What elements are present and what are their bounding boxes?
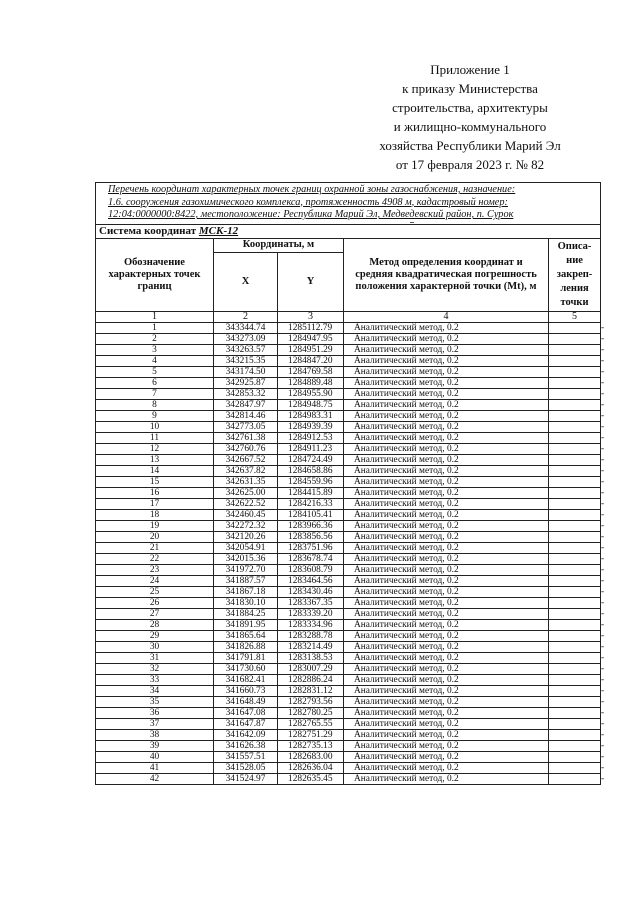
- y-coordinate-cell: 1284939.39: [278, 421, 344, 432]
- x-coordinate-cell: 342631.35: [214, 476, 278, 487]
- description-cell: -: [549, 333, 601, 344]
- description-cell: -: [549, 531, 601, 542]
- x-coordinate-cell: 342015.36: [214, 553, 278, 564]
- table-row: [96, 465, 601, 476]
- y-coordinate-cell: 1283608.79: [278, 564, 344, 575]
- point-number-cell: 31: [96, 652, 214, 663]
- description-cell: -: [549, 608, 601, 619]
- method-cell: Аналитический метод, 0.2: [344, 608, 549, 619]
- table-row: [96, 355, 601, 366]
- description-cell: -: [549, 465, 601, 476]
- x-coordinate-cell: 341642.09: [214, 729, 278, 740]
- table-row: [96, 553, 601, 564]
- header-line: Приложение 1: [430, 62, 510, 77]
- point-number-cell: 19: [96, 520, 214, 531]
- table-row: [96, 443, 601, 454]
- y-coordinate-cell: 1283751.96: [278, 542, 344, 553]
- x-coordinate-cell: 342460.45: [214, 509, 278, 520]
- description-cell: -: [549, 454, 601, 465]
- method-cell: Аналитический метод, 0.2: [344, 597, 549, 608]
- table-row: [96, 608, 601, 619]
- point-number-cell: 26: [96, 597, 214, 608]
- method-cell: Аналитический метод, 0.2: [344, 366, 549, 377]
- listing-line: 12:04:0000000:8422, местоположение: Республика Марий Эл, Медведевский район, п. Сурок: [108, 209, 514, 220]
- point-number-cell: 1: [96, 322, 214, 333]
- x-coordinate-cell: 341524.97: [214, 773, 278, 784]
- point-number-cell: 34: [96, 685, 214, 696]
- table-row: [96, 520, 601, 531]
- y-coordinate-cell: 1282683.00: [278, 751, 344, 762]
- method-cell: Аналитический метод, 0.2: [344, 377, 549, 388]
- method-cell: Аналитический метод, 0.2: [344, 762, 549, 773]
- point-number-cell: 2: [96, 333, 214, 344]
- table-row: [96, 729, 601, 740]
- description-cell: -: [549, 641, 601, 652]
- x-coordinate-cell: 343215.35: [214, 355, 278, 366]
- table-row: [96, 542, 601, 553]
- x-coordinate-cell: 341528.05: [214, 762, 278, 773]
- table-row: [96, 498, 601, 509]
- description-cell: -: [549, 388, 601, 399]
- y-coordinate-cell: 1284559.96: [278, 476, 344, 487]
- point-number-cell: 8: [96, 399, 214, 410]
- method-cell: Аналитический метод, 0.2: [344, 421, 549, 432]
- point-number-cell: 42: [96, 773, 214, 784]
- method-cell: Аналитический метод, 0.2: [344, 740, 549, 751]
- method-cell: Аналитический метод, 0.2: [344, 663, 549, 674]
- table-row: [96, 476, 601, 487]
- listing-line: Перечень координат характерных точек границ охранной зоны газоснабжения, назначение:: [108, 184, 516, 195]
- point-number-cell: 6: [96, 377, 214, 388]
- method-cell: Аналитический метод, 0.2: [344, 553, 549, 564]
- point-number-cell: 39: [96, 740, 214, 751]
- coordinate-system-label: Система координат: [99, 225, 197, 237]
- method-header: Метод определения координат и средняя квадратическая погрешность положения характерной точки (Mt), м: [344, 238, 549, 311]
- table-rows: [96, 322, 605, 784]
- table-row: [96, 586, 601, 597]
- description-cell: -: [549, 476, 601, 487]
- y-coordinate-cell: 1283334.96: [278, 619, 344, 630]
- header-line: хозяйства Республики Марий Эл: [379, 138, 561, 153]
- description-cell: -: [549, 509, 601, 520]
- description-cell: -: [549, 575, 601, 586]
- x-coordinate-cell: 341867.18: [214, 586, 278, 597]
- method-cell: Аналитический метод, 0.2: [344, 729, 549, 740]
- table-row: [96, 454, 601, 465]
- x-coordinate-cell: 342814.46: [214, 410, 278, 421]
- table-row: [96, 597, 601, 608]
- y-coordinate-cell: 1282780.25: [278, 707, 344, 718]
- y-coordinate-cell: 1283966.36: [278, 520, 344, 531]
- table-row: [96, 652, 601, 663]
- y-coordinate-cell: 1283464.56: [278, 575, 344, 586]
- point-number-cell: 22: [96, 553, 214, 564]
- header-line: и жилищно-коммунального: [393, 119, 547, 134]
- y-coordinate-cell: 1282635.45: [278, 773, 344, 784]
- x-coordinate-cell: 341648.49: [214, 696, 278, 707]
- appendix-header: [360, 60, 580, 174]
- y-coordinate-cell: 1284769.58: [278, 366, 344, 377]
- x-coordinate-cell: 342761.38: [214, 432, 278, 443]
- method-cell: Аналитический метод, 0.2: [344, 476, 549, 487]
- description-cell: -: [549, 597, 601, 608]
- x-coordinate-cell: 342625.00: [214, 487, 278, 498]
- method-cell: Аналитический метод, 0.2: [344, 454, 549, 465]
- method-cell: Аналитический метод, 0.2: [344, 410, 549, 421]
- point-number-cell: 24: [96, 575, 214, 586]
- point-number-cell: 21: [96, 542, 214, 553]
- point-number-cell: 25: [96, 586, 214, 597]
- description-cell: -: [549, 564, 601, 575]
- point-number-cell: 28: [96, 619, 214, 630]
- point-number-cell: 9: [96, 410, 214, 421]
- table-row: [96, 432, 601, 443]
- y-header: Y: [278, 252, 344, 311]
- table-row: [96, 366, 601, 377]
- description-cell: -: [549, 520, 601, 531]
- method-cell: Аналитический метод, 0.2: [344, 685, 549, 696]
- method-cell: Аналитический метод, 0.2: [344, 773, 549, 784]
- method-cell: Аналитический метод, 0.2: [344, 641, 549, 652]
- description-cell: -: [549, 355, 601, 366]
- y-coordinate-cell: 1284955.90: [278, 388, 344, 399]
- table-row: [96, 718, 601, 729]
- point-number-cell: 18: [96, 509, 214, 520]
- x-coordinate-cell: 343273.09: [214, 333, 278, 344]
- table-row: [96, 421, 601, 432]
- y-coordinate-cell: 1283138.53: [278, 652, 344, 663]
- method-cell: Аналитический метод, 0.2: [344, 575, 549, 586]
- description-cell: -: [549, 696, 601, 707]
- y-coordinate-cell: 1282793.56: [278, 696, 344, 707]
- x-coordinate-cell: 342272.32: [214, 520, 278, 531]
- point-id-header: Обозначение характерных точек границ: [96, 238, 214, 311]
- description-cell: -: [549, 553, 601, 564]
- table-row: [96, 487, 601, 498]
- y-coordinate-cell: 1283288.78: [278, 630, 344, 641]
- x-coordinate-cell: 342853.32: [214, 388, 278, 399]
- x-coordinate-cell: 341865.64: [214, 630, 278, 641]
- description-cell: -: [549, 421, 601, 432]
- x-coordinate-cell: 341730.60: [214, 663, 278, 674]
- method-cell: Аналитический метод, 0.2: [344, 487, 549, 498]
- description-cell: -: [549, 685, 601, 696]
- x-coordinate-cell: 341626.38: [214, 740, 278, 751]
- y-coordinate-cell: 1284911.23: [278, 443, 344, 454]
- description-cell: -: [549, 443, 601, 454]
- y-coordinate-cell: 1284948.75: [278, 399, 344, 410]
- coordinate-system-value: МСК-12: [198, 225, 239, 237]
- table-row: [96, 333, 601, 344]
- x-coordinate-cell: 341557.51: [214, 751, 278, 762]
- method-cell: Аналитический метод, 0.2: [344, 333, 549, 344]
- x-coordinate-cell: 341826.88: [214, 641, 278, 652]
- y-coordinate-cell: 1282831.12: [278, 685, 344, 696]
- table-row: [96, 740, 601, 751]
- x-coordinate-cell: 343263.57: [214, 344, 278, 355]
- header-line: строительства, архитектуры: [392, 100, 548, 115]
- description-cell: -: [549, 740, 601, 751]
- point-number-cell: 29: [96, 630, 214, 641]
- x-header: X: [214, 252, 278, 311]
- description-cell: -: [549, 399, 601, 410]
- x-coordinate-cell: 341887.57: [214, 575, 278, 586]
- point-number-cell: 5: [96, 366, 214, 377]
- x-coordinate-cell: 342622.52: [214, 498, 278, 509]
- table-row: [96, 575, 601, 586]
- description-cell: -: [549, 410, 601, 421]
- point-number-cell: 40: [96, 751, 214, 762]
- x-coordinate-cell: 342773.05: [214, 421, 278, 432]
- description-cell: -: [549, 377, 601, 388]
- table-row: [96, 685, 601, 696]
- method-cell: Аналитический метод, 0.2: [344, 399, 549, 410]
- column-numbers-row: [96, 311, 601, 322]
- description-cell: -: [549, 751, 601, 762]
- x-coordinate-cell: 342847.97: [214, 399, 278, 410]
- method-cell: Аналитический метод, 0.2: [344, 344, 549, 355]
- description-cell: -: [549, 663, 601, 674]
- point-number-cell: 35: [96, 696, 214, 707]
- y-coordinate-cell: 1282735.13: [278, 740, 344, 751]
- table-row: [96, 531, 601, 542]
- x-coordinate-cell: 343174.50: [214, 366, 278, 377]
- point-number-cell: 38: [96, 729, 214, 740]
- method-cell: Аналитический метод, 0.2: [344, 465, 549, 476]
- table-row: [96, 619, 601, 630]
- method-cell: Аналитический метод, 0.2: [344, 531, 549, 542]
- method-cell: Аналитический метод, 0.2: [344, 619, 549, 630]
- y-coordinate-cell: 1284947.95: [278, 333, 344, 344]
- point-number-cell: 23: [96, 564, 214, 575]
- y-coordinate-cell: 1283367.35: [278, 597, 344, 608]
- method-cell: Аналитический метод, 0.2: [344, 652, 549, 663]
- y-coordinate-cell: 1283430.46: [278, 586, 344, 597]
- method-cell: Аналитический метод, 0.2: [344, 498, 549, 509]
- x-coordinate-cell: 341647.87: [214, 718, 278, 729]
- y-coordinate-cell: 1283678.74: [278, 553, 344, 564]
- description-cell: -: [549, 432, 601, 443]
- description-cell: -: [549, 674, 601, 685]
- header-line: от 17 февраля 2023 г. № 82: [395, 157, 545, 172]
- y-coordinate-cell: 1284847.20: [278, 355, 344, 366]
- method-cell: Аналитический метод, 0.2: [344, 718, 549, 729]
- x-coordinate-cell: 343344.74: [214, 322, 278, 333]
- table-row: [96, 410, 601, 421]
- y-coordinate-cell: 1282636.04: [278, 762, 344, 773]
- point-number-cell: 12: [96, 443, 214, 454]
- method-cell: Аналитический метод, 0.2: [344, 443, 549, 454]
- column-number: 5: [549, 311, 601, 322]
- table-row: [96, 773, 601, 784]
- y-coordinate-cell: 1285112.79: [278, 322, 344, 333]
- method-cell: Аналитический метод, 0.2: [344, 707, 549, 718]
- table-row: [96, 344, 601, 355]
- table-row: [96, 388, 601, 399]
- y-coordinate-cell: 1284216.33: [278, 498, 344, 509]
- x-coordinate-cell: 341647.08: [214, 707, 278, 718]
- point-number-cell: 4: [96, 355, 214, 366]
- description-cell: -: [549, 718, 601, 729]
- x-coordinate-cell: 342637.82: [214, 465, 278, 476]
- y-coordinate-cell: 1284658.86: [278, 465, 344, 476]
- x-coordinate-cell: 341884.25: [214, 608, 278, 619]
- method-cell: Аналитический метод, 0.2: [344, 751, 549, 762]
- x-coordinate-cell: 341682.41: [214, 674, 278, 685]
- point-number-cell: 16: [96, 487, 214, 498]
- x-coordinate-cell: 342120.26: [214, 531, 278, 542]
- description-cell: -: [549, 498, 601, 509]
- y-coordinate-cell: 1283214.49: [278, 641, 344, 652]
- description-cell: -: [549, 773, 601, 784]
- y-coordinate-cell: 1284912.53: [278, 432, 344, 443]
- y-coordinate-cell: 1284105.41: [278, 509, 344, 520]
- y-coordinate-cell: 1283007.29: [278, 663, 344, 674]
- table-row: [96, 707, 601, 718]
- header-line: к приказу Министерства: [402, 81, 538, 96]
- method-cell: Аналитический метод, 0.2: [344, 388, 549, 399]
- description-cell: -: [549, 322, 601, 333]
- x-coordinate-cell: 342054.91: [214, 542, 278, 553]
- method-cell: Аналитический метод, 0.2: [344, 564, 549, 575]
- method-cell: Аналитический метод, 0.2: [344, 520, 549, 531]
- description-cell: -: [549, 652, 601, 663]
- description-cell: -: [549, 729, 601, 740]
- point-number-cell: 17: [96, 498, 214, 509]
- table-row: [96, 564, 601, 575]
- column-number: 3: [278, 311, 344, 322]
- y-coordinate-cell: 1282886.24: [278, 674, 344, 685]
- point-number-cell: 37: [96, 718, 214, 729]
- column-number: 1: [96, 311, 214, 322]
- method-cell: Аналитический метод, 0.2: [344, 432, 549, 443]
- point-number-cell: 41: [96, 762, 214, 773]
- y-coordinate-cell: 1283856.56: [278, 531, 344, 542]
- point-number-cell: 33: [96, 674, 214, 685]
- point-number-cell: 20: [96, 531, 214, 542]
- x-coordinate-cell: 341891.95: [214, 619, 278, 630]
- x-coordinate-cell: 342760.76: [214, 443, 278, 454]
- listing-line: 1.6. сооружения газохимического комплекса, протяженность 4908 м, кадастровый номер:: [108, 196, 508, 208]
- column-number: 2: [214, 311, 278, 322]
- method-cell: Аналитический метод, 0.2: [344, 542, 549, 553]
- y-coordinate-cell: 1284983.31: [278, 410, 344, 421]
- x-coordinate-cell: 342925.87: [214, 377, 278, 388]
- x-coordinate-cell: 342667.52: [214, 454, 278, 465]
- table-row: [96, 762, 601, 773]
- description-cell: -: [549, 344, 601, 355]
- point-number-cell: 15: [96, 476, 214, 487]
- y-coordinate-cell: 1282751.29: [278, 729, 344, 740]
- description-header: Описа- ние закреп- ления точки: [549, 238, 601, 311]
- point-number-cell: 30: [96, 641, 214, 652]
- table-row: [96, 696, 601, 707]
- x-coordinate-cell: 341830.10: [214, 597, 278, 608]
- method-cell: Аналитический метод, 0.2: [344, 322, 549, 333]
- point-number-cell: 10: [96, 421, 214, 432]
- y-coordinate-cell: 1284415.89: [278, 487, 344, 498]
- description-cell: -: [549, 630, 601, 641]
- x-coordinate-cell: 341791.81: [214, 652, 278, 663]
- method-cell: Аналитический метод, 0.2: [344, 586, 549, 597]
- point-number-cell: 3: [96, 344, 214, 355]
- point-number-cell: 32: [96, 663, 214, 674]
- listing-description: [96, 183, 601, 225]
- point-number-cell: 11: [96, 432, 214, 443]
- point-number-cell: 27: [96, 608, 214, 619]
- description-cell: -: [549, 586, 601, 597]
- description-cell: -: [549, 366, 601, 377]
- description-cell: -: [549, 542, 601, 553]
- method-cell: Аналитический метод, 0.2: [344, 674, 549, 685]
- x-coordinate-cell: 341660.73: [214, 685, 278, 696]
- table-row: [96, 399, 601, 410]
- table-row: [96, 751, 601, 762]
- table-row: [96, 509, 601, 520]
- point-number-cell: 13: [96, 454, 214, 465]
- table-row: [96, 322, 601, 333]
- method-cell: Аналитический метод, 0.2: [344, 630, 549, 641]
- y-coordinate-cell: 1284889.48: [278, 377, 344, 388]
- y-coordinate-cell: 1283339.20: [278, 608, 344, 619]
- x-coordinate-cell: 341972.70: [214, 564, 278, 575]
- point-number-cell: 7: [96, 388, 214, 399]
- method-cell: Аналитический метод, 0.2: [344, 696, 549, 707]
- table-row: [96, 663, 601, 674]
- coordinates-table: [95, 182, 605, 785]
- coordinates-header: Координаты, м: [214, 238, 344, 252]
- y-coordinate-cell: 1284951.29: [278, 344, 344, 355]
- method-cell: Аналитический метод, 0.2: [344, 355, 549, 366]
- table-row: [96, 630, 601, 641]
- point-number-cell: 36: [96, 707, 214, 718]
- description-cell: -: [549, 619, 601, 630]
- column-number: 4: [344, 311, 549, 322]
- y-coordinate-cell: 1284724.49: [278, 454, 344, 465]
- coordinate-system: [96, 224, 601, 238]
- description-cell: -: [549, 707, 601, 718]
- table-row: [96, 641, 601, 652]
- description-cell: -: [549, 762, 601, 773]
- y-coordinate-cell: 1282765.55: [278, 718, 344, 729]
- method-cell: Аналитический метод, 0.2: [344, 509, 549, 520]
- table-row: [96, 674, 601, 685]
- point-number-cell: 14: [96, 465, 214, 476]
- description-cell: -: [549, 487, 601, 498]
- table-row: [96, 377, 601, 388]
